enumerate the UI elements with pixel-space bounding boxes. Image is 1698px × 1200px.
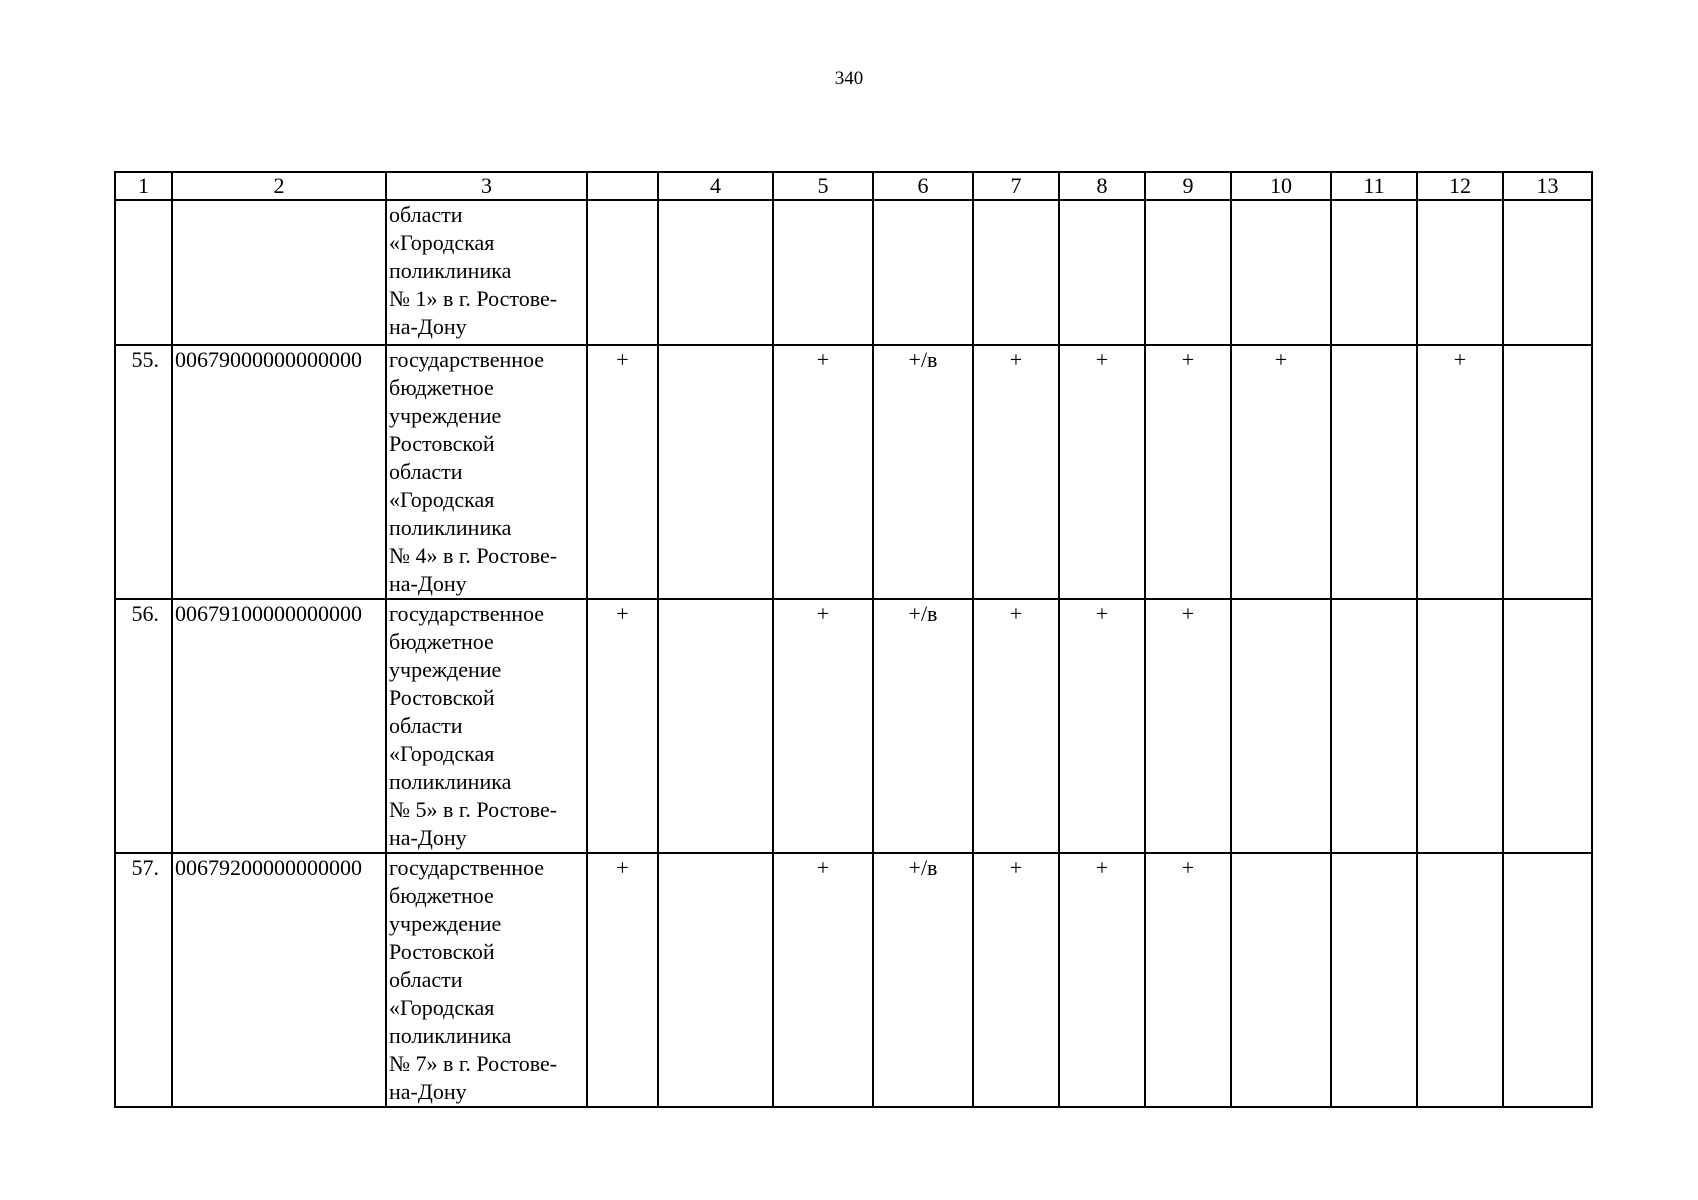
row-mark [1231,200,1331,345]
row-mark: + [587,853,658,1107]
row-number: 57. [115,853,172,1107]
row-mark: + [1059,599,1145,853]
row-mark: + [587,345,658,599]
table-row [115,345,1592,599]
row-mark: + [973,345,1059,599]
row-number: 55. [115,345,172,599]
column-header: 4 [658,172,773,200]
row-institution-name: государственное бюджетное учреждение Ростовской области «Городская поликлиника № 4» в г. Ростове- на-Дону [386,345,587,599]
row-mark [1503,200,1592,345]
row-mark: + [1059,345,1145,599]
row-code: 00679200000000000 [172,853,386,1107]
row-mark [973,200,1059,345]
row-mark: + [1059,853,1145,1107]
column-header: 12 [1417,172,1503,200]
column-header: 8 [1059,172,1145,200]
row-mark: + [973,599,1059,853]
row-mark: + [1145,345,1231,599]
column-header: 9 [1145,172,1231,200]
row-mark [587,200,658,345]
row-code [172,200,386,345]
row-mark: + [973,853,1059,1107]
row-mark [1331,345,1417,599]
row-code: 00679100000000000 [172,599,386,853]
row-mark [1417,599,1503,853]
row-mark: + [773,853,873,1107]
row-mark: + [587,599,658,853]
column-header: 10 [1231,172,1331,200]
row-mark: + [1417,345,1503,599]
row-mark: +/в [873,853,973,1107]
row-mark: + [1231,345,1331,599]
table-row [115,599,1592,853]
row-mark [1231,853,1331,1107]
column-header: 5 [773,172,873,200]
column-header: 3 [386,172,587,200]
column-header [587,172,658,200]
registry-table [114,171,1593,1108]
row-mark: + [773,345,873,599]
page-number: 340 [834,68,864,89]
row-mark [873,200,973,345]
row-mark [658,599,773,853]
row-mark [1331,599,1417,853]
column-header: 11 [1331,172,1417,200]
row-mark: +/в [873,345,973,599]
row-mark [1503,599,1592,853]
column-header: 2 [172,172,386,200]
table-row [115,853,1592,1107]
row-mark [1145,200,1231,345]
row-mark [773,200,873,345]
row-code: 00679000000000000 [172,345,386,599]
row-mark [658,853,773,1107]
row-mark [1503,853,1592,1107]
row-institution-name: государственное бюджетное учреждение Ростовской области «Городская поликлиника № 7» в г. Ростове- на-Дону [386,853,587,1107]
column-header: 6 [873,172,973,200]
row-mark [1231,599,1331,853]
row-mark [1331,200,1417,345]
row-mark [1331,853,1417,1107]
row-mark [1503,345,1592,599]
column-header: 13 [1503,172,1592,200]
row-institution-name: области «Городская поликлиника № 1» в г. Ростове- на-Дону [386,200,587,345]
row-mark: + [1145,599,1231,853]
row-institution-name: государственное бюджетное учреждение Ростовской области «Городская поликлиника № 5» в г. Ростове- на-Дону [386,599,587,853]
row-number: 56. [115,599,172,853]
row-mark [1059,200,1145,345]
row-mark [1417,853,1503,1107]
row-mark [658,345,773,599]
column-header: 7 [973,172,1059,200]
row-mark [658,200,773,345]
row-mark [1417,200,1503,345]
table-row [115,200,1592,345]
row-mark: + [1145,853,1231,1107]
table-header-row [115,172,1592,200]
row-mark: +/в [873,599,973,853]
column-header: 1 [115,172,172,200]
row-mark: + [773,599,873,853]
row-number [115,200,172,345]
